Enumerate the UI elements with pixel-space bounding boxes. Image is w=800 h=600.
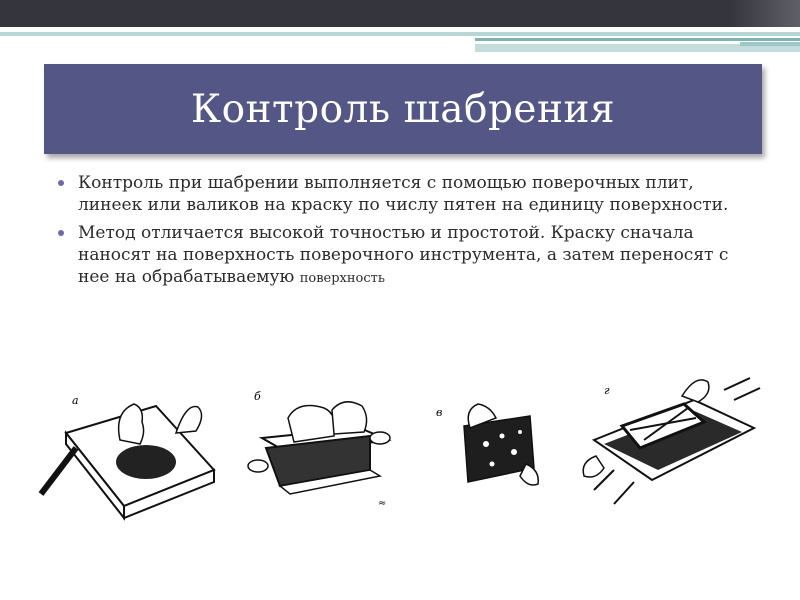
- illustration-letter: в: [436, 406, 443, 419]
- illustration-inked-part: [430, 394, 550, 494]
- bullet-dot-icon: [58, 180, 64, 186]
- bullet-text: Метод отличается высокой точностью и простотой. Краску сначала наносят на поверхность поверочного инструмента, а затем переносят с нее на обрабатываемую: [78, 223, 729, 287]
- slide-title: Контроль шабрения: [190, 86, 616, 132]
- illustration-letter: б: [254, 390, 261, 403]
- bullet-item: [58, 172, 748, 216]
- bullet-item: [58, 222, 748, 290]
- decor-strip: [475, 38, 800, 41]
- decor-strip: [0, 32, 800, 36]
- illustration-straightedge: [240, 378, 400, 510]
- illustration-surface-plate: [36, 378, 226, 528]
- bullet-dot-icon: [58, 230, 64, 236]
- illustration-letter: а: [72, 394, 79, 407]
- top-decor-shade: [730, 0, 800, 27]
- illustration-mark: ≈: [378, 498, 387, 509]
- bullet-tail-text: поверхность: [299, 271, 385, 286]
- illustration-letter: г: [604, 384, 610, 397]
- bullet-list: [58, 172, 748, 296]
- illustration-frame-check: [574, 370, 764, 510]
- decor-strip: [740, 42, 800, 46]
- title-banner: [44, 64, 762, 154]
- top-decor-bar: [0, 0, 800, 27]
- bullet-text: Контроль при шабрении выполняется с помощью поверочных плит, линеек или валиков на краску по числу пятен на единицу поверхности.: [78, 173, 729, 215]
